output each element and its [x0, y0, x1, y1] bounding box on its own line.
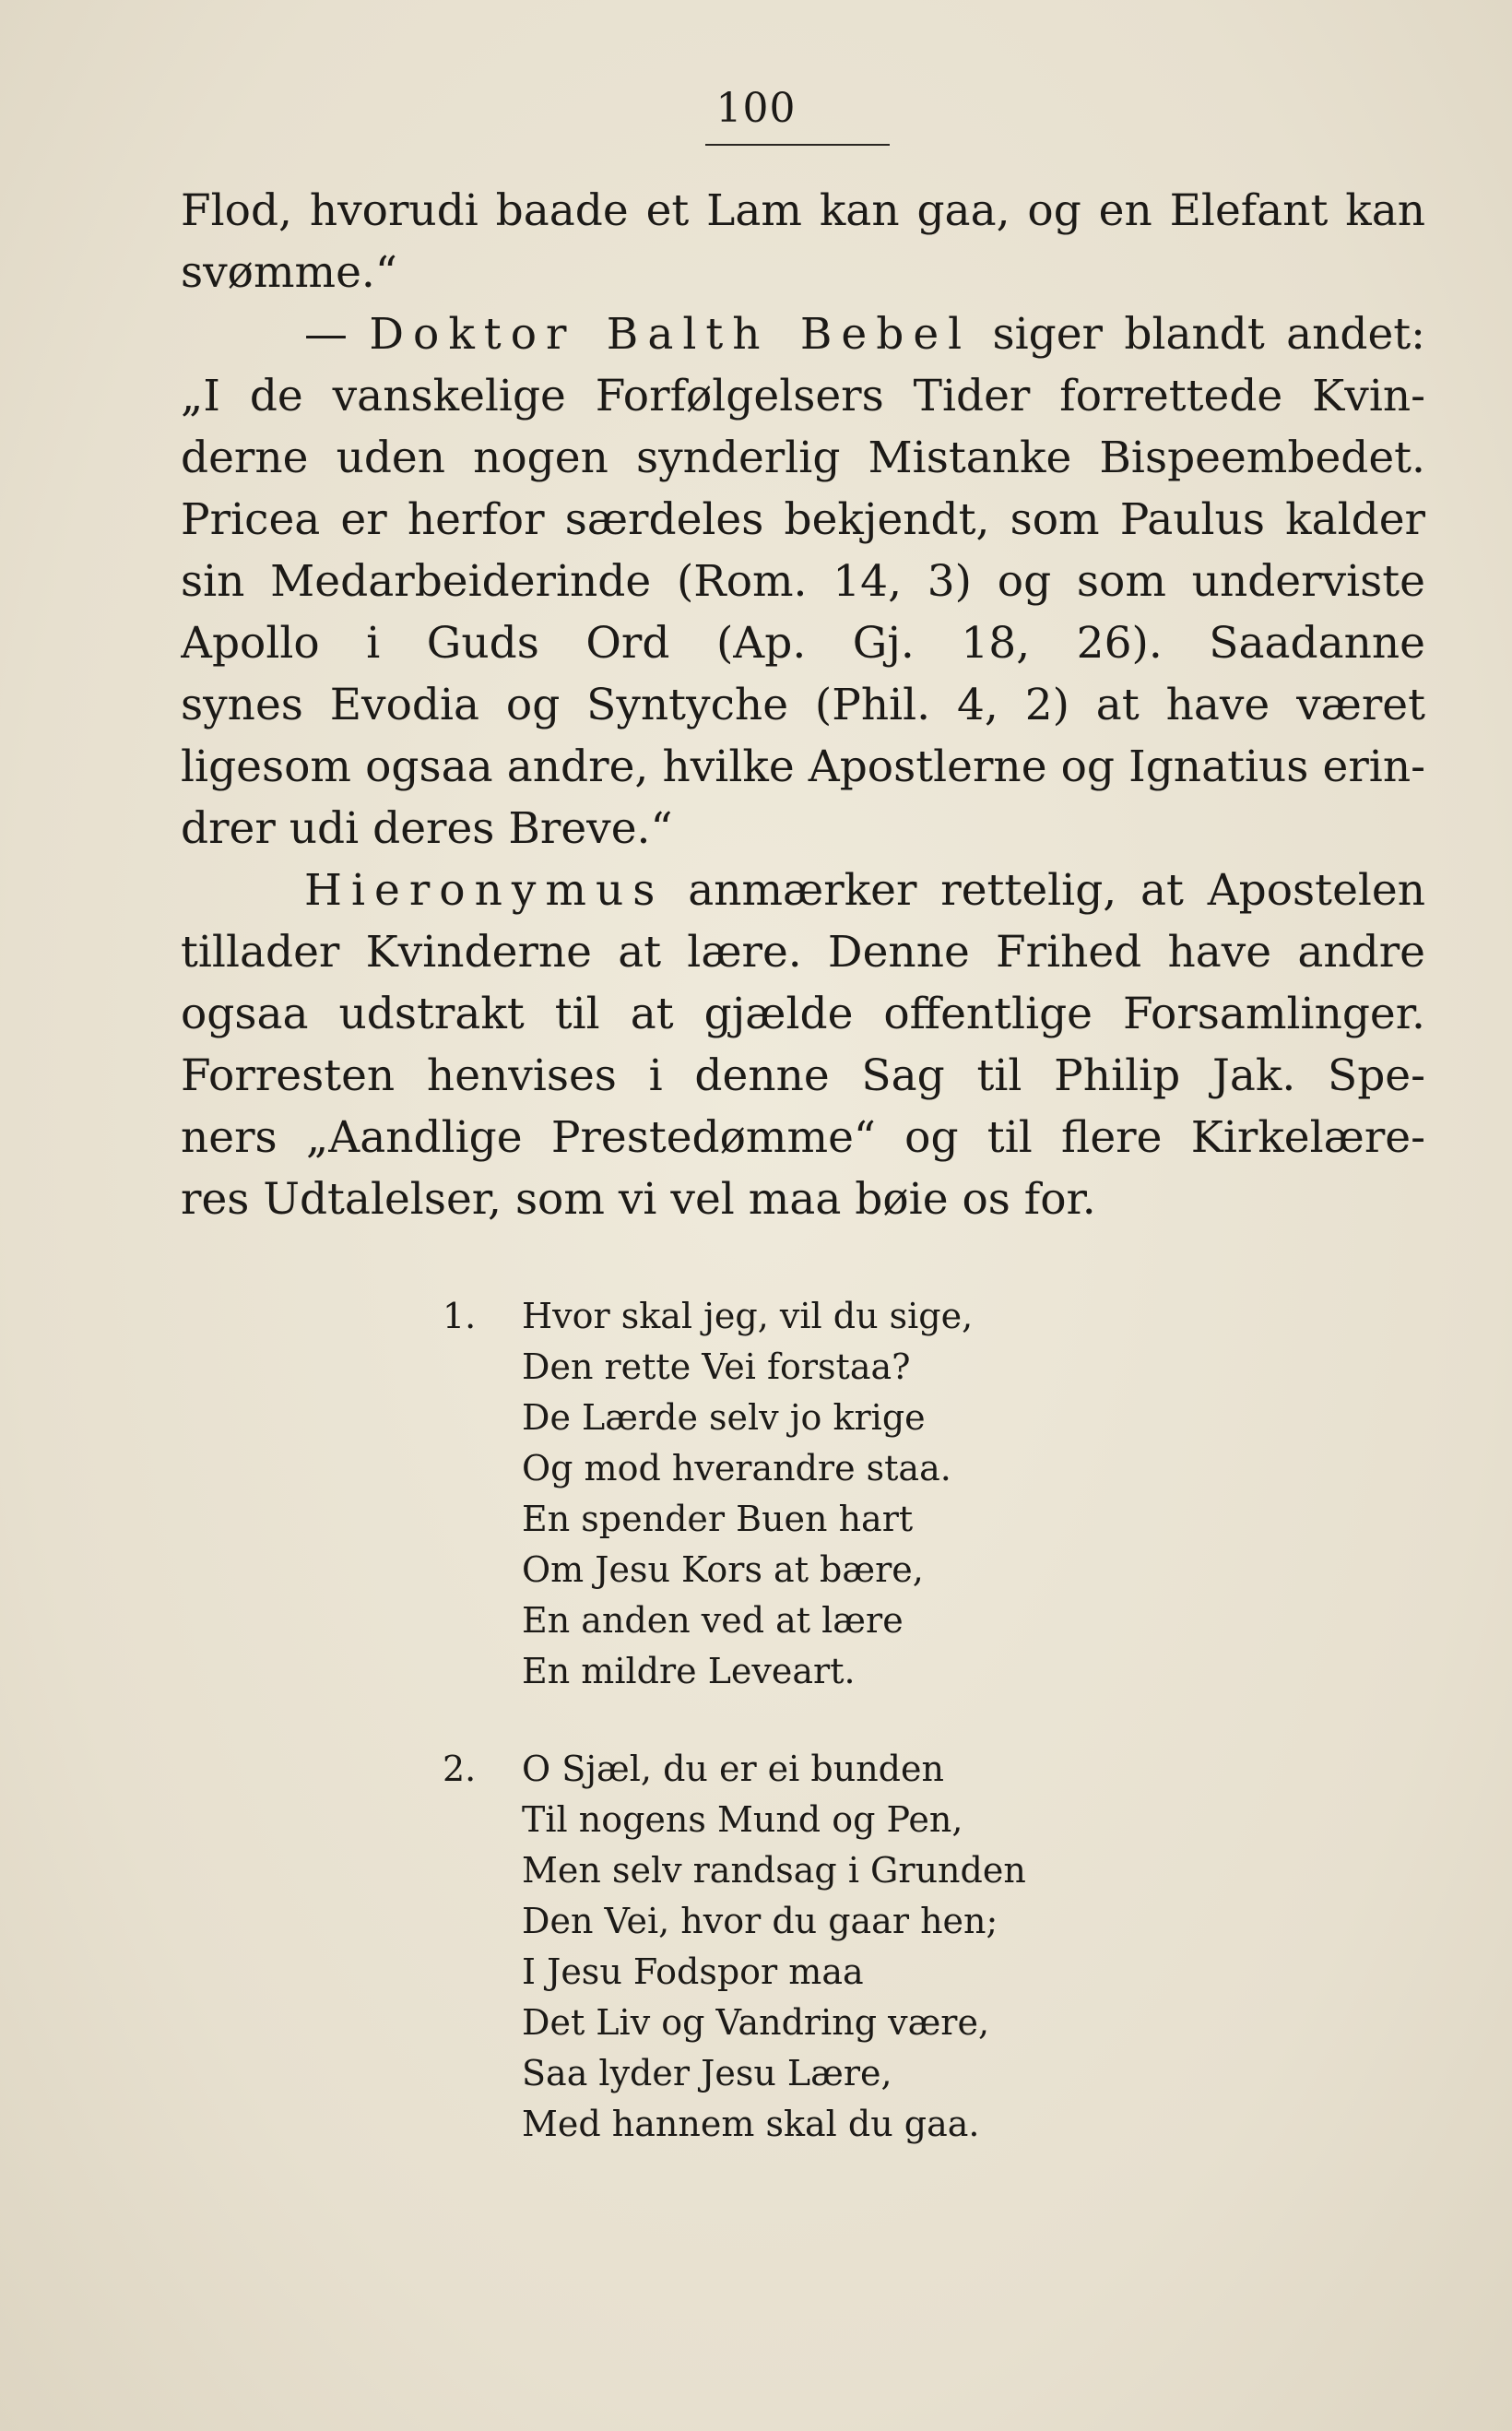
prose-line: drer udi deres Breve.“ [181, 803, 673, 854]
prose-line: svømme.“ [181, 247, 397, 298]
verse-number: 1. [443, 1296, 477, 1336]
line-rest: siger blandt andet: [971, 309, 1425, 360]
prose-block [181, 180, 1425, 1230]
verse-line: Saa lyder Jesu Lære, [522, 2053, 892, 2093]
prose-line: derne uden nogen synderlig Mistanke Bispeembedet. [181, 433, 1425, 483]
verse-line: Den Vei, hvor du gaar hen; [522, 1901, 998, 1941]
verse-line: Og mod hverandre staa. [522, 1448, 951, 1488]
line-prefix: — [304, 309, 370, 360]
prose-line: Apollo i Guds Ord (Ap. Gj. 18, 26). Saadanne [181, 618, 1425, 669]
verse-line: Til nogens Mund og Pen, [522, 1799, 963, 1840]
line-rest: anmærker rettelig, at Apostelen [664, 865, 1425, 916]
verse-line: Den rette Vei forstaa? [522, 1346, 911, 1387]
prose-line: ligesom ogsaa andre, hvilke Apostlerne og Ignatius erin- [181, 741, 1425, 792]
verse-line: O Sjæl, du er ei bunden [522, 1749, 944, 1789]
hymn-verse [443, 1291, 1088, 1697]
prose-line: res Udtalelser, som vi vel maa bøie os for. [181, 1174, 1096, 1225]
prose-line: Flod, hvorudi baade et Lam kan gaa, og en Elefant kan [181, 185, 1425, 236]
prose-line [181, 860, 1425, 921]
page-number: 100 [715, 85, 797, 132]
prose-line: Pricea er herfor særdeles bekjendt, som Paulus kalder [181, 494, 1425, 545]
verse-line: En mildre Leveart. [522, 1651, 856, 1691]
verse-line: I Jesu Fodspor maa [522, 1951, 864, 1992]
verse-line: En anden ved at lære [522, 1600, 904, 1641]
hymn-verse [443, 1744, 1088, 2150]
prose-line: tillader Kvinderne at lære. Denne Frihed have andre [181, 927, 1425, 978]
prose-line [181, 303, 1425, 365]
verse-number: 2. [443, 1749, 477, 1789]
prose-line: synes Evodia og Syntyche (Phil. 4, 2) at have været [181, 680, 1425, 730]
verse-line: Det Liv og Vandring være, [522, 2002, 990, 2043]
prose-line: ners „Aandlige Prestedømme“ og til flere Kirkelære- [181, 1112, 1425, 1163]
verse-line: Hvor skal jeg, vil du sige, [522, 1296, 974, 1336]
verse-line: Men selv randsag i Grunden [522, 1850, 1026, 1891]
prose-line: ogsaa udstrakt til at gjælde offentlige Forsamlinger. [181, 989, 1425, 1039]
verse-line: En spender Buen hart [522, 1499, 914, 1539]
prose-line: sin Medarbeiderinde (Rom. 14, 3) og som underviste [181, 556, 1425, 607]
verse-line: Med hannem skal du gaa. [522, 2104, 980, 2144]
spaced-name: Doktor Balth Bebel [369, 309, 972, 360]
spaced-name: Hieronymus [304, 865, 665, 916]
page-number-rule [705, 144, 890, 146]
prose-line: Forresten henvises i denne Sag til Philip Jak. Spe- [181, 1050, 1425, 1101]
verse-line: De Lærde selv jo krige [522, 1397, 926, 1438]
prose-line: „I de vanskelige Forfølgelsers Tider forrettede Kvin- [181, 371, 1425, 421]
verse-line: Om Jesu Kors at bære, [522, 1549, 924, 1590]
